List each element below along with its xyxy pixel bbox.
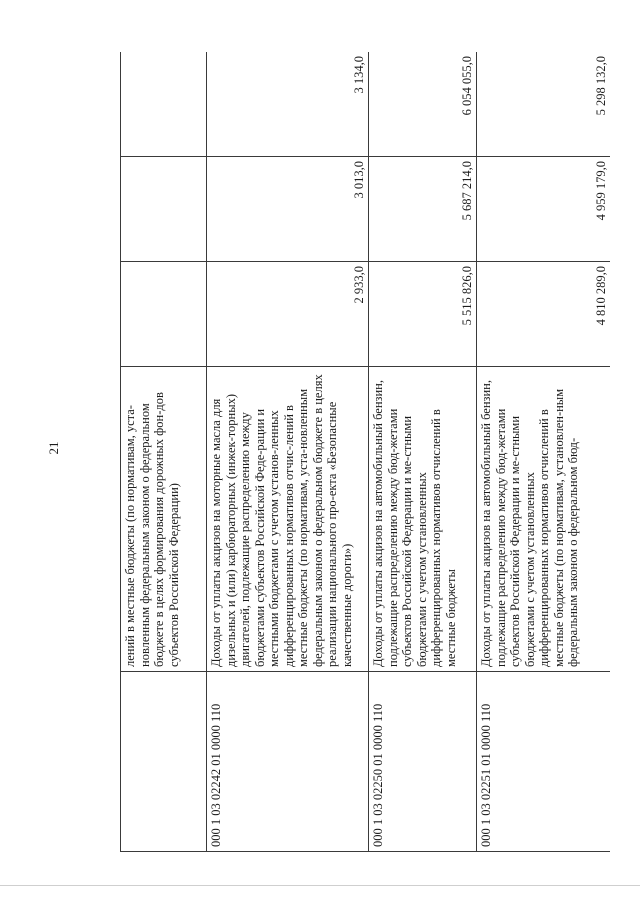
budget-code-cell: 000 1 03 02251 01 0000 110 xyxy=(477,672,611,852)
value-cell-year1: 4 810 289,0 xyxy=(477,262,611,367)
value-cell-year3: 3 134,0 xyxy=(207,52,369,157)
description-cell: Доходы от уплаты акцизов на автомобильный бензин, подлежащие распределению между бюд-жетами субъектов Российской Федерации и ме-стными бюджетами с учетом установленных дифференцированных нормативов отчислений в местные бюджеты xyxy=(369,367,477,672)
value-cell-year1 xyxy=(121,262,207,367)
description-cell: Доходы от уплаты акцизов на автомобильный бензин, подлежащие распределению между бюд-жетами субъектов Российской Федерации и ме-стными бюджетами с учетом установленных дифференцированных нормативов отчислений в местные бюджеты (по нормативам, установлен-ным федеральным законом о федеральном бюд- xyxy=(477,367,611,672)
value-cell-year1: 5 515 826,0 xyxy=(369,262,477,367)
value-cell-year2 xyxy=(121,157,207,262)
rotated-table-wrapper xyxy=(120,52,610,852)
table-row xyxy=(121,52,207,852)
value-cell-year2: 4 959 179,0 xyxy=(477,157,611,262)
budget-code-cell: 000 1 03 02250 01 0000 110 xyxy=(369,672,477,852)
value-cell-year2: 3 013,0 xyxy=(207,157,369,262)
bottom-divider xyxy=(0,885,640,886)
value-cell-year2: 5 687 214,0 xyxy=(369,157,477,262)
table-row xyxy=(207,52,369,852)
description-cell: лений в местные бюджеты (по нормативам, уста-новленным федеральным законом о федеральном бюджете в целях формирования дорожных фон-дов субъектов Российской Федерации) xyxy=(121,367,207,672)
value-cell-year1: 2 933,0 xyxy=(207,262,369,367)
value-cell-year3: 6 054 055,0 xyxy=(369,52,477,157)
value-cell-year3: 5 298 132,0 xyxy=(477,52,611,157)
revenue-table xyxy=(120,52,610,852)
value-cell-year3 xyxy=(121,52,207,157)
budget-code-cell xyxy=(121,672,207,852)
table-row xyxy=(477,52,611,852)
table-row xyxy=(369,52,477,852)
page-number: 21 xyxy=(46,441,61,455)
budget-code-cell: 000 1 03 02242 01 0000 110 xyxy=(207,672,369,852)
description-cell: Доходы от уплаты акцизов на моторные масла для дизельных и (или) карбюраторных (инжек-торных) двигателей, подлежащие распределению между бюджетами субъектов Российской Феде-рации и местными бюджетами с учетом установ-ленных дифференцированных нормативов отчис-лений в местные бюджеты (по нормативам, уста-новленным федеральным законом о федеральном бюджете в целях реализации национального про-екта «Безопасные качественные дороги») xyxy=(207,367,369,672)
rotated-table-area xyxy=(120,52,610,852)
